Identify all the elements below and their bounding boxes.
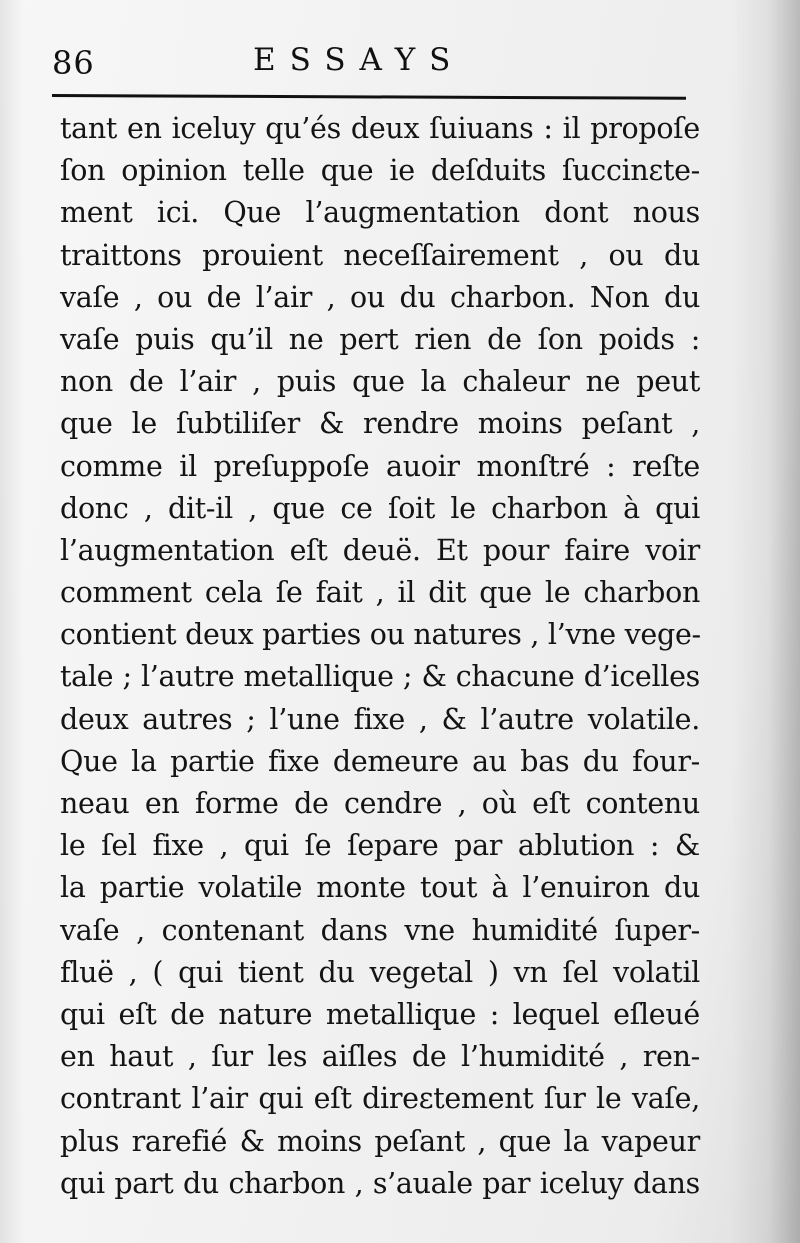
binding-shadow [730,0,800,1243]
text-line: tant en iceluy qu’és deux ſuiuans : il propoſe [60,112,700,145]
text-line: deux autres ; l’une fixe , & l’autre volatile. [60,702,700,736]
page-number: 86 [52,44,95,82]
text-line: qui eſt de nature metallique : lequel eſleué [60,997,700,1031]
text-line: vaſe , ou de l’air , ou du charbon. Non du [60,280,700,314]
text-line: vaſe puis qu’il ne pert rien de ſon poids : [60,322,700,356]
text-line: qui part du charbon , s’auale par iceluy dans [60,1166,700,1200]
text-line: ment ici. Que l’augmentation dont nous [60,196,700,230]
body-text [60,108,700,1205]
text-line: contient deux parties ou natures , l’vne vege- [60,618,701,652]
text-line: neau en forme de cendre , où eſt contenu [60,787,700,820]
text-line: comment cela ſe fait , il dit que le charbon [60,576,700,610]
header-rule [52,94,686,100]
text-line: tale ; l’autre metallique ; & chacune d’icelles [60,660,700,694]
text-line: ſon opinion telle que ie deſduits ſuccinɛte- [60,154,700,188]
text-line: en haut , ſur les aiſles de l’humidité , ren- [60,1040,700,1074]
text-line: Que la partie fixe demeure au bas du four- [60,744,700,778]
page-header [48,36,688,88]
text-line: non de l’air , puis que la chaleur ne peut [60,365,700,399]
text-line: contrant l’air qui eſt direɛtement ſur le vaſe, [60,1082,700,1116]
page-left-edge-shadow [0,0,24,1243]
text-line: traittons prouient neceſſairement , ou du [60,238,700,272]
text-line: comme il preſuppoſe auoir monſtré : reſte [60,449,700,483]
text-line: plus rarefié & moins peſant , que la vapeur [60,1124,700,1158]
text-line: fluë , ( qui tient du vegetal ) vn ſel volatil [60,955,700,989]
text-line: la partie volatile monte tout à l’enuiron du [60,871,700,905]
text-line: le ſel fixe , qui ſe ſepare par ablution : & [60,829,700,863]
running-head: ESSAYS [253,42,465,78]
text-line: donc , dit-il , que ce ſoit le charbon à qui [60,491,700,525]
text-line: que le ſubtiliſer & rendre moins peſant , [60,407,700,441]
text-line: vaſe , contenant dans vne humidité ſuper- [60,913,700,947]
text-line: l’augmentation eſt deuë. Et pour faire voir [60,533,700,567]
